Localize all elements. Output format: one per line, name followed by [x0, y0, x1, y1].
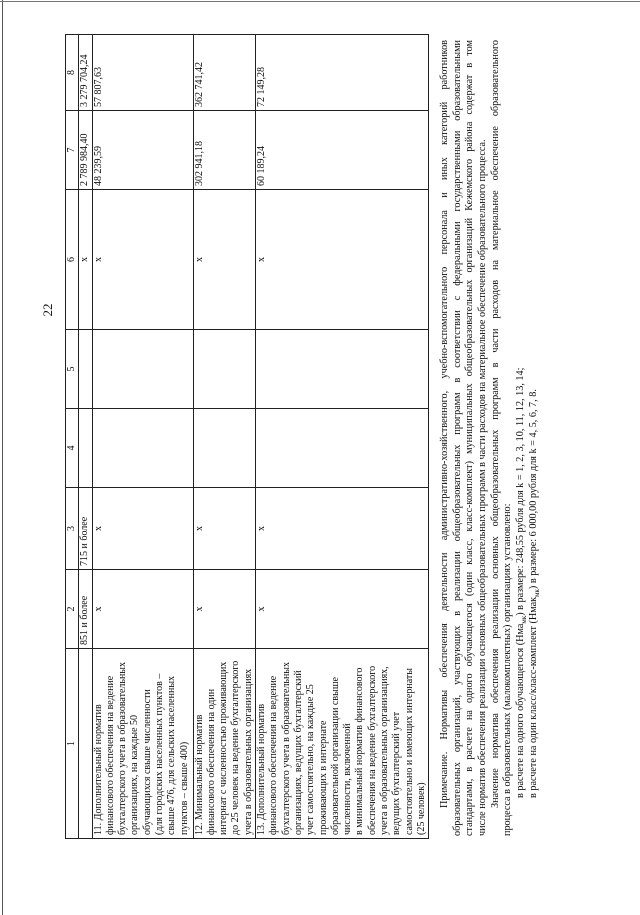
row-label: 12. Минимальный норматив финансового обеспечения на один интернат с численностью проживающих до 25 человек на ведение бухгалтерского учета в образовательных организациях [193, 649, 255, 839]
note-line: процесса в образовательных (малокомплектных) организациях установлено: [502, 503, 514, 836]
table-cell: x [92, 488, 193, 570]
table-cell [92, 330, 193, 409]
column-number-row [66, 35, 79, 839]
table-cell [79, 330, 92, 409]
note-text: в расчете на один класс/класс-комплект (Нмак [527, 596, 539, 798]
table-cell [92, 409, 193, 488]
table-cell: 48 239,59 [92, 111, 193, 190]
note-subscript: мк [520, 615, 528, 624]
table-cell: x [79, 190, 92, 330]
table-cell [256, 330, 429, 409]
table-cell: x [193, 570, 255, 649]
table-cell: x [193, 190, 255, 330]
table-cell: 72 149,28 [256, 35, 429, 111]
table-cell: x [256, 488, 429, 570]
note-text: в расчете на одного обучающегося (Нма [515, 623, 527, 798]
note-text: ) в размере: 248,55 рубля для k = 1, 2, 3, 10, 11, 12, 13, 14; [515, 367, 527, 616]
note-line: стандартами, в расчете на одного обучающегося (один класс, класс-комплект) муниципальных общеобразовательных организаций Кежемского района содержат в том [464, 40, 476, 836]
table-cell: 60 189,24 [256, 111, 429, 190]
table-cell: 715 и более [79, 488, 92, 570]
table-cell: 57 807,63 [92, 35, 193, 111]
table-cell: 2 789 984,40 [79, 111, 92, 190]
column-number: 6 [66, 190, 79, 330]
column-number: 4 [66, 409, 79, 488]
column-number: 8 [66, 35, 79, 111]
table-cell [79, 409, 92, 488]
column-number: 2 [66, 570, 79, 649]
page-number: 22 [40, 303, 55, 317]
table-cell: x [92, 190, 193, 330]
table-cell: x [92, 570, 193, 649]
table-cell [193, 409, 255, 488]
table-cell [256, 409, 429, 488]
note-subscript: мк [532, 589, 541, 597]
norms-table [65, 34, 429, 839]
note-line-per-student [515, 40, 528, 836]
table-row [193, 35, 255, 839]
table-cell: 302 941,18 [193, 111, 255, 190]
note-text: ) в размере: 6 000,00 рубля для k = 4, 5, 6, 7, 8. [527, 389, 539, 590]
table-row [92, 35, 193, 839]
row-label: 11. Дополнительный норматив финансового обеспечения на ведение бухгалтерского учета в образовательных организациях, на каждые 50 обучающихся свыше численности (для городских населенных пунктов – свыше 476, для сельских населенных пунктов – свыше 400) [92, 649, 193, 839]
note-line: Примечание. Нормативы обеспечения деятельности административно-хозяйственного, учебно-вспомогательного персонала и иных категорий работников [439, 40, 450, 808]
table-cell: 3 279 704,24 [79, 35, 92, 111]
subheader-row [79, 35, 92, 839]
table-row [256, 35, 429, 839]
table-cell: 362 741,42 [193, 35, 255, 111]
table-cell [193, 330, 255, 409]
table-cell [79, 649, 92, 839]
note-line: числе норматив обеспечения реализации основных общеобразовательных программ в части расходов на материальное обеспечение образовательного процесса. [477, 139, 489, 836]
table-cell: x [256, 570, 429, 649]
column-number: 3 [66, 488, 79, 570]
note-line: образовательных организаций, участвующих в реализации общеобразовательных программ в соответствии с федеральными государственными образовательными [451, 40, 463, 836]
table-cell: 851 и более [79, 570, 92, 649]
column-number: 5 [66, 330, 79, 409]
note-section [439, 40, 541, 836]
column-number: 7 [66, 111, 79, 190]
row-label: 13. Дополнительный норматив финансового обеспечения на ведение бухгалтерского учета в образовательных организациях, ведущих бухгалтерский учет самостоятельно, на каждые 25 проживающих в интернате образовательной организации свыше численности, включенной в минимальный норматив финансового обеспечения на ведение бухгалтерского учета в образовательных организациях, ведущих бухгалтерский учет самостоятельно и имеющих интернаты (25 человек) [256, 649, 429, 839]
column-number: 1 [66, 649, 79, 839]
table-cell: x [256, 190, 429, 330]
table-cell: x [193, 488, 255, 570]
note-line-per-class [528, 40, 541, 836]
note-line: Значение норматива обеспечения реализации основных общеобразовательных программ в части расходов на материальное обеспечение образовательного [489, 40, 501, 808]
